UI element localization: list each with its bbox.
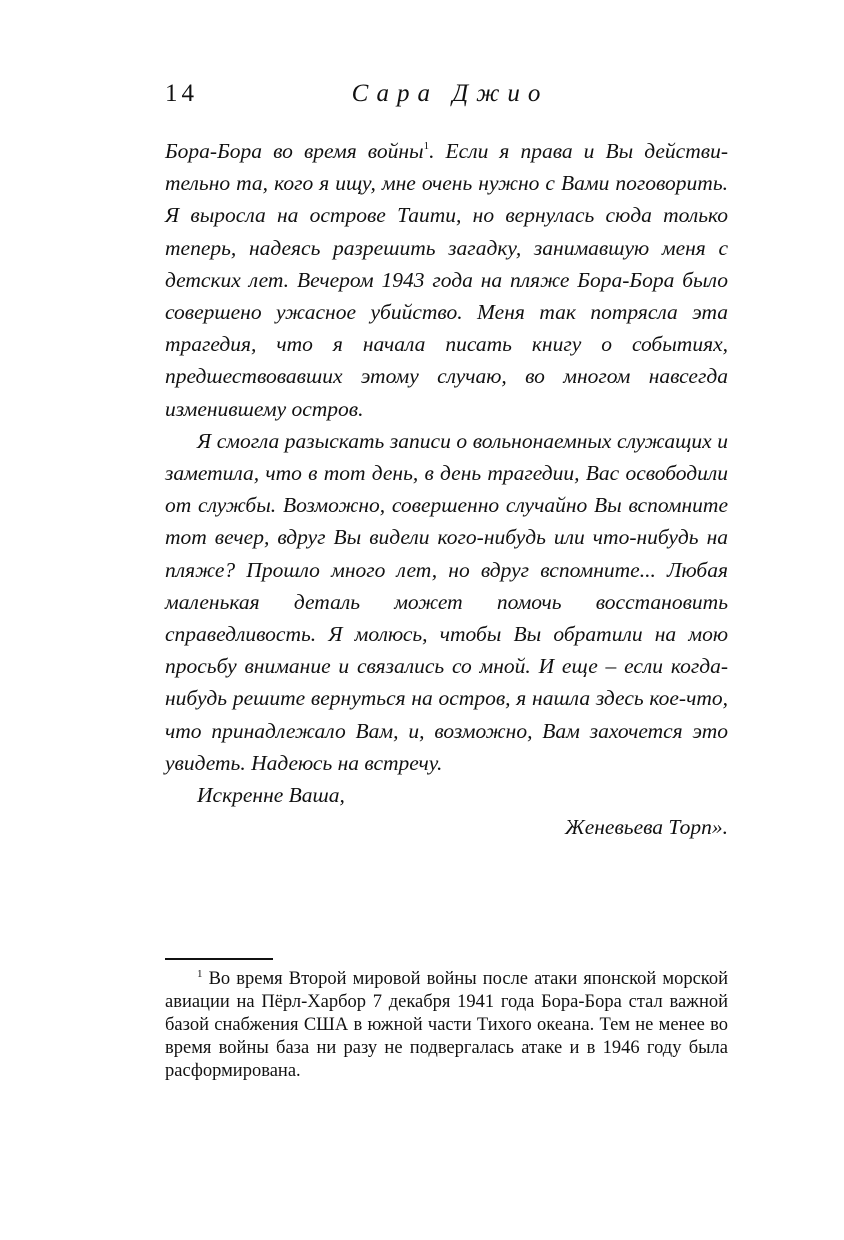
body-text — [165, 135, 728, 843]
page-number: 14 — [165, 80, 198, 107]
paragraph-1-rest: . Если я права и Вы действительно та, кого я ищу, мне очень нужно с Вами поговорить. Я выросла на острове Таити, но вернулась сюда только теперь, надеясь разрешить загадку, занимавшую меня с детских лет. Вечером 1943 года на пляже Бора-Бора было совершено ужасное убийство. Меня так потрясла эта трагедия, что я начала писать книгу о событиях, предшествовавших этому случаю, во многом навсегда изменившему остров. — [165, 139, 729, 421]
footnote-reference[interactable]: 1 — [423, 140, 430, 152]
letter-sign-off: Искренне Ваша, — [197, 783, 345, 808]
footnote-text: Во время Второй мировой войны после атаки японской морской авиации на Пёрл-Харбор 7 декабря 1941 года Бора-Бора стал важной базой снабжения США в южной части Тихого океана. Тем не менее во время войны база ни разу не подвергалась атаке и в 1946 году была расформирована. — [165, 969, 728, 1081]
footnote — [165, 968, 728, 1083]
paragraph-1-start: Бора-Бора во время войны — [165, 139, 424, 163]
paragraph-2: Я смогла разыскать записи о вольнонаемных служащих и заметила, что в тот день, в день трагедии, Вас освободили от службы. Возможно, совершенно случайно Вы вспомните тот вечер, вдруг Вы видели кого-нибудь или что-нибудь на пляже? Прошло много лет, но вдруг вспомните... Любая маленькая деталь может помочь восстановить справедливость. Я молюсь, чтобы Вы обратили на мою просьбу внимание и связались со мной. И еще – если когда-нибудь решите вернуться на остров, я нашла здесь кое-что, что принадлежало Вам, и, возможно, Вам захочется это увидеть. Надеюсь на встречу. — [165, 428, 728, 775]
footnote-divider — [165, 958, 273, 960]
letter-signature: Женевьева Торп». — [565, 815, 728, 840]
running-title: Сара Джио — [351, 80, 549, 107]
footnote-marker: 1 — [197, 968, 203, 980]
paragraph-1 — [165, 135, 728, 425]
